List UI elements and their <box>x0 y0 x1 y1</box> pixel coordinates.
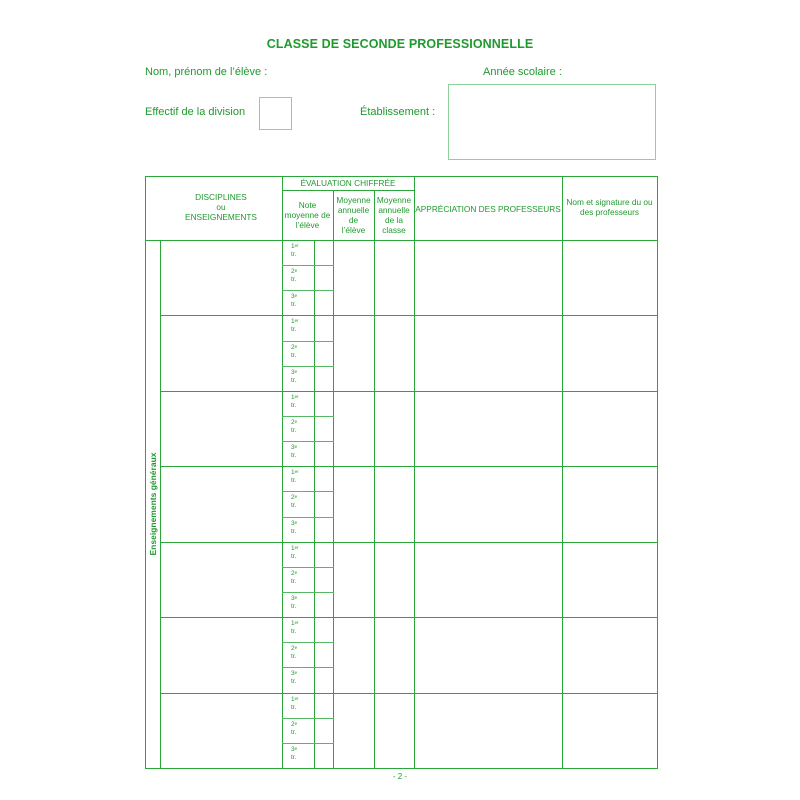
header-signature: Nom et signature du ou des professeurs <box>566 197 653 217</box>
trimester-separator <box>282 491 334 492</box>
trimester-separator <box>282 290 334 291</box>
trimester-label: 3e tr. <box>291 595 298 610</box>
trimester-label: 2e tr. <box>291 494 298 509</box>
trimester-label: 3e tr. <box>291 444 298 459</box>
header-evaluation-underline <box>282 190 415 191</box>
school-label: Établissement : <box>360 106 436 118</box>
page-title: CLASSE DE SECONDE PROFESSIONNELLE <box>266 37 534 51</box>
trimester-separator <box>282 667 334 668</box>
trimester-label: 1er tr. <box>291 394 299 409</box>
trimester-label: 1er tr. <box>291 318 299 333</box>
side-label-enseignements-generaux: Enseignements généraux <box>148 452 158 556</box>
trimester-label: 1er tr. <box>291 243 299 258</box>
page-number: - 2 - <box>392 772 408 781</box>
trimester-separator <box>282 642 334 643</box>
col-line-appreciation <box>414 176 415 769</box>
col-line-moyenne-eleve <box>333 190 334 769</box>
trimester-label: 3e tr. <box>291 369 298 384</box>
header-disciplines: DISCIPLINES ou ENSEIGNEMENTS <box>185 192 257 222</box>
col-line-moyenne-classe <box>374 190 375 769</box>
trimester-label: 3e tr. <box>291 520 298 535</box>
table-border-left <box>145 176 146 769</box>
school-box[interactable] <box>448 84 656 160</box>
trimester-label: 3e tr. <box>291 293 298 308</box>
trimester-separator <box>282 416 334 417</box>
trimester-separator <box>282 265 334 266</box>
student-name-label: Nom, prénom de l’élève : <box>145 66 268 78</box>
trimester-label: 2e tr. <box>291 268 298 283</box>
col-line-note-value <box>314 240 315 769</box>
trimester-label: 1er tr. <box>291 696 299 711</box>
trimester-label: 1er tr. <box>291 469 299 484</box>
col-line-signature <box>562 176 563 769</box>
trimester-label: 3e tr. <box>291 670 298 685</box>
header-appreciation: APPRÉCIATION DES PROFESSEURS <box>415 204 561 214</box>
trimester-label: 1er tr. <box>291 620 299 635</box>
group-separator <box>160 617 658 618</box>
header-bottom-line <box>145 240 658 241</box>
trimester-separator <box>282 743 334 744</box>
col-line-side <box>160 240 161 769</box>
trimester-label: 2e tr. <box>291 419 298 434</box>
group-separator <box>160 693 658 694</box>
trimester-separator <box>282 366 334 367</box>
trimester-separator <box>282 567 334 568</box>
school-year-label: Année scolaire : <box>483 66 562 78</box>
header-moyenne-classe: Moyenne annuelle de la classe <box>376 195 412 235</box>
trimester-label: 1er tr. <box>291 545 299 560</box>
trimester-separator <box>282 517 334 518</box>
trimester-separator <box>282 441 334 442</box>
trimester-separator <box>282 592 334 593</box>
trimester-label: 2e tr. <box>291 570 298 585</box>
header-evaluation: ÉVALUATION CHIFFRÉE <box>300 178 396 188</box>
trimester-label: 3e tr. <box>291 746 298 761</box>
group-separator <box>160 391 658 392</box>
group-separator <box>160 542 658 543</box>
trimester-label: 2e tr. <box>291 344 298 359</box>
trimester-label: 2e tr. <box>291 721 298 736</box>
header-note-moyenne: Note moyenne de l’élève <box>284 200 331 230</box>
group-separator <box>160 466 658 467</box>
division-size-box[interactable] <box>259 97 292 130</box>
table-border-bottom <box>145 768 658 769</box>
group-separator <box>160 315 658 316</box>
trimester-label: 2e tr. <box>291 645 298 660</box>
table-border-top <box>145 176 658 177</box>
table-border-right <box>657 176 658 769</box>
trimester-separator <box>282 341 334 342</box>
trimester-separator <box>282 718 334 719</box>
header-moyenne-eleve: Moyenne annuelle de l’élève <box>336 195 371 235</box>
division-size-label: Effectif de la division <box>145 106 246 118</box>
